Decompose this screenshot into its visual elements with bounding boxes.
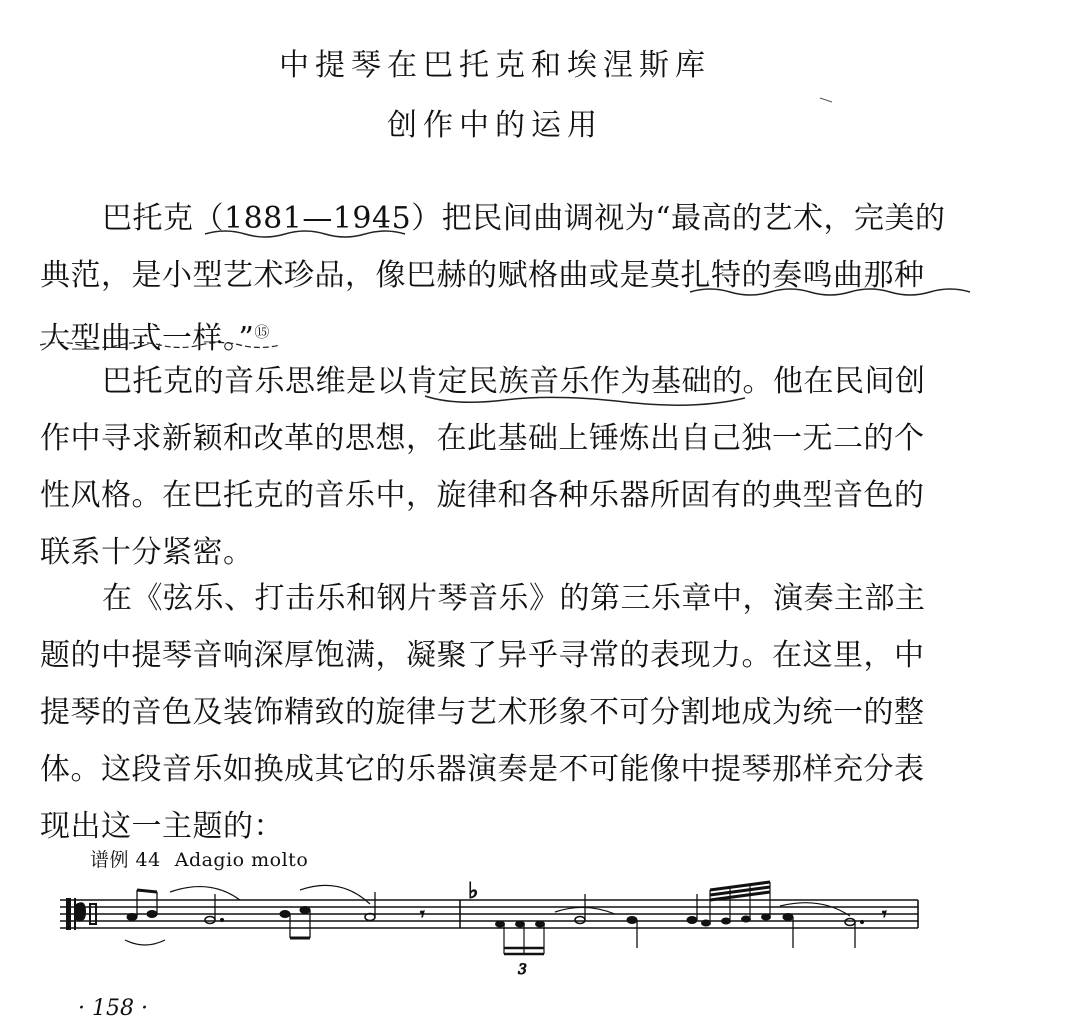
title-line-1: 中提琴在巴托克和埃涅斯库 (279, 48, 711, 83)
rest-icon-2: 𝄾 (882, 904, 887, 925)
music-score (60, 870, 930, 980)
measure-1-notes (125, 885, 425, 945)
paragraph-3: 在《弦乐、打击乐和钢片琴音乐》的第三乐章中，演奏主部主题的中提琴音响深厚饱满，凝聚了异乎寻常的表现力。在这里，中提琴的音色及装饰精致的旋律与艺术形象不可分割地成为统一的整体。这段音乐如换成其它的乐器演奏是不可能像中提琴那样充分表现出这一主题的： (40, 581, 926, 844)
beamed-run (702, 882, 771, 926)
paragraph-1 (40, 190, 950, 367)
music-example-label (90, 845, 308, 872)
tuplet-number: 3 (518, 962, 527, 978)
footnote-marker: ⑮ (254, 323, 270, 341)
page-number: · 158 · (78, 996, 148, 1021)
title-line-2: 创作中的运用 (387, 108, 603, 143)
tempo-marking: Adagio molto (174, 849, 309, 871)
paragraph-2: 巴托克的音乐思维是以肯定民族音乐作为基础的。他在民间创作中寻求新颖和改革的思想，在此基础上锤炼出自己独一无二的个性风格。在巴托克的音乐中，旋律和各种乐器所固有的典型音色的联系十分紧密。 (40, 364, 926, 570)
rest-icon: 𝄾 (420, 904, 425, 925)
example-number: 谱例 44 (90, 849, 161, 871)
svg-text:♭: ♭ (468, 879, 479, 904)
paragraph-1-text: 巴托克（1881—1945）把民间曲调视为“最高的艺术，完美的典范，是小型艺术珍品，像巴赫的赋格曲或是莫扎特的奏鸣曲那种大型曲式一样。” (40, 201, 946, 356)
